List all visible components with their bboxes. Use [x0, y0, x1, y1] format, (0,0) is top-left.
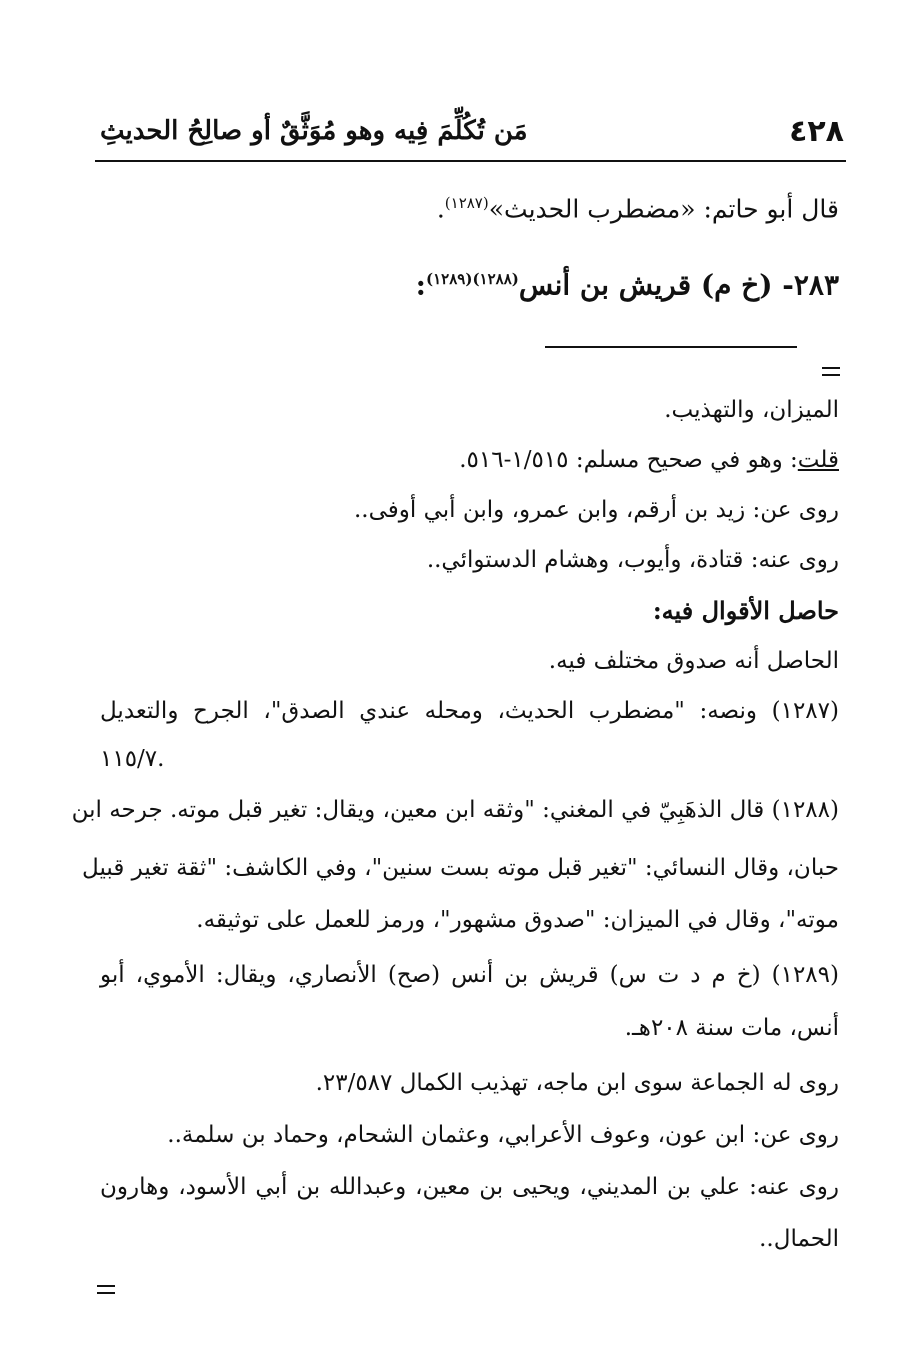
footnote-1289-line-2: أنس، مات سنة ٢٠٨هـ.	[624, 1015, 839, 1041]
abu-hatim-line: قال أبو حاتم: «مضطرب الحديث»$^{(١٢٨٧)}$.	[436, 194, 839, 224]
footnote-1289-line-6: الحمال..	[759, 1226, 839, 1252]
continued-line-3: روى عن: زيد بن أرقم، وابن عمرو، وابن أبي أوفى..	[353, 497, 839, 523]
footnote-separator	[545, 346, 797, 348]
header-rule	[95, 160, 846, 162]
footnote-1287-line-2: ١١٥/٧.	[100, 746, 165, 772]
running-title: مَن تُكُلِّمَ فِيه وهو مُوَثَّقٌ أو صالِحُ الحديثِ	[100, 116, 528, 146]
footnote-1289-line-1: (١٢٨٩) (خ م د ت س) قريش بن أنس (صح) الأنصاري، ويقال: الأموي، أبو	[100, 962, 839, 988]
continued-line-2	[100, 443, 839, 477]
section-heading: حاصل الأقوال فيه:	[652, 596, 839, 625]
abu-hatim-quote: قال أبو حاتم: «مضطرب الحديث»	[488, 194, 839, 224]
footnote-1289-line-5: روى عنه: علي بن المديني، ويحيى بن معين، وعبدالله بن أبي الأسود، وهارون	[100, 1174, 839, 1200]
footnote-1288-line-2: حبان، وقال النسائي: "تغير قبل موته بست سنين"، وفي الكاشف: "ثقة تغير قبيل	[82, 855, 839, 881]
footnote-refs-1288-1289: (١٢٨٨)(١٢٨٩)	[426, 270, 519, 288]
qultu-text: : وهو في صحيح مسلم: ١/٥١٥-٥١٦.	[459, 447, 798, 473]
footnote-1287-line-1: (١٢٨٧) ونصه: "مضطرب الحديث، ومحله عندي الصدق"، الجرح والتعديل	[100, 698, 839, 724]
entry-title: (خ م) قريش بن أنس	[518, 268, 773, 302]
footnote-1288-line-3: موته"، وقال في الميزان: "صدوق مشهور"، ورمز للعمل على توثيقه.	[196, 907, 839, 933]
entry-heading	[100, 262, 839, 302]
continuation-mark-top	[822, 367, 840, 376]
qultu-label: قلت	[797, 447, 839, 473]
continued-line-4: روى عنه: قتادة، وأيوب، وهشام الدستوائي..	[426, 547, 839, 573]
page-header	[100, 108, 844, 154]
footnote-1288-line-1: (١٢٨٨) قال الذهَبِيّ في المغني: "وثقه ابن معين، ويقال: تغير قبل موته. جرحه ابن	[71, 797, 839, 823]
continued-line-1: الميزان، والتهذيب.	[664, 397, 839, 423]
entry-colon: :	[415, 268, 426, 302]
footnote-ref-1287: (١٢٨٧)	[444, 194, 489, 212]
continuation-mark-bottom	[97, 1285, 115, 1294]
footnote-1289-line-4: روى عن: ابن عون، وعوف الأعرابي، وعثمان الشحام، وحماد بن سلمة..	[167, 1122, 839, 1148]
entry-number: ٢٨٣-	[782, 268, 839, 302]
page-number: ٤٢٨	[789, 113, 844, 149]
footnote-1289-line-3: روى له الجماعة سوى ابن ماجه، تهذيب الكمال ٢٣/٥٨٧.	[315, 1070, 839, 1096]
summary-line: الحاصل أنه صدوق مختلف فيه.	[548, 648, 839, 674]
